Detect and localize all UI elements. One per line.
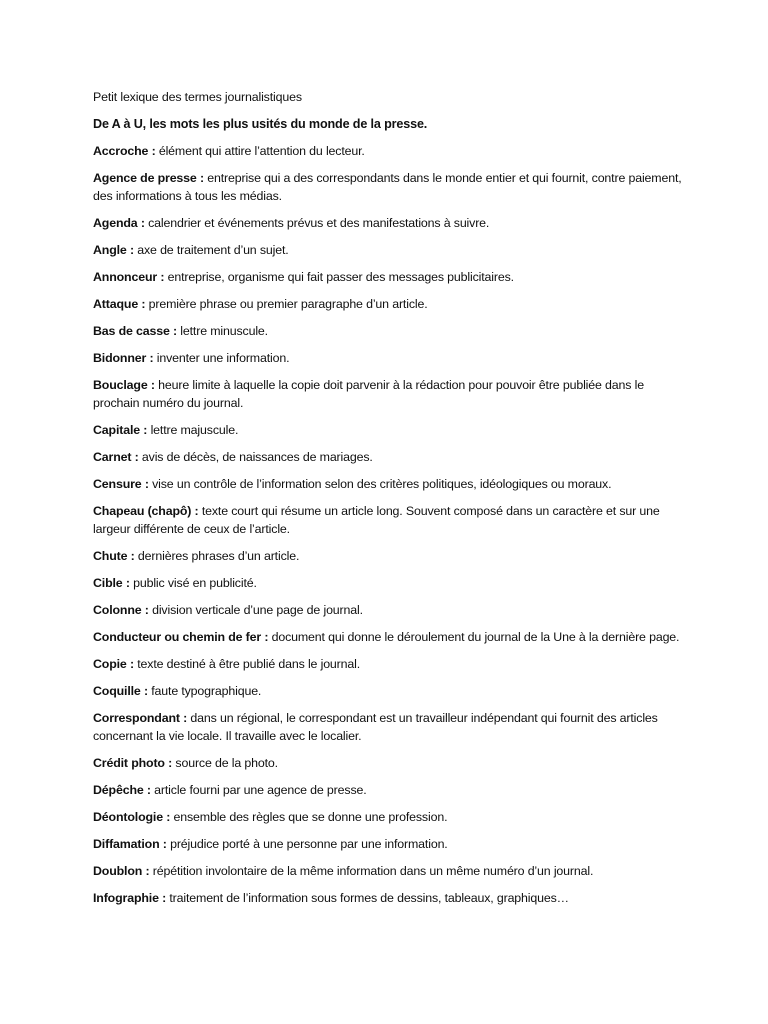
entry-definition: préjudice porté à une personne par une information. xyxy=(166,837,448,851)
entry-definition: public visé en publicité. xyxy=(129,576,257,590)
lexicon-entry xyxy=(93,754,693,772)
lexicon-entry xyxy=(93,169,693,205)
entry-definition: calendrier et événements prévus et des manifestations à suivre. xyxy=(144,216,490,230)
entry-term: Coquille : xyxy=(93,684,148,698)
entry-definition: dernières phrases d’un article. xyxy=(134,549,300,563)
entry-term: Angle : xyxy=(93,243,134,257)
lexicon-entry xyxy=(93,862,693,880)
lexicon-entry xyxy=(93,808,693,826)
document-page xyxy=(93,88,693,916)
entry-term: Doublon : xyxy=(93,864,150,878)
entry-term: Infographie : xyxy=(93,891,167,905)
entry-definition: élément qui attire l’attention du lecteur. xyxy=(155,144,365,158)
entry-term: Conducteur ou chemin de fer : xyxy=(93,630,269,644)
document-title: Petit lexique des termes journalistiques xyxy=(93,90,302,104)
lexicon-entry xyxy=(93,835,693,853)
lexicon-entry xyxy=(93,628,693,646)
entry-term: Agence de presse : xyxy=(93,171,204,185)
entry-term: Diffamation : xyxy=(93,837,167,851)
lexicon-entry xyxy=(93,574,693,592)
entry-definition: lettre majuscule. xyxy=(147,423,239,437)
lexicon-entry xyxy=(93,547,693,565)
entry-term: Carnet : xyxy=(93,450,139,464)
entry-term: Censure : xyxy=(93,477,149,491)
entry-term: Chute : xyxy=(93,549,135,563)
entry-term: Capitale : xyxy=(93,423,148,437)
lexicon-entry xyxy=(93,268,693,286)
lexicon-entry xyxy=(93,502,693,538)
entry-definition: ensemble des règles que se donne une profession. xyxy=(170,810,448,824)
entry-term: Bas de casse : xyxy=(93,324,177,338)
lexicon-entry xyxy=(93,295,693,313)
lexicon-entry xyxy=(93,322,693,340)
lexicon-entry xyxy=(93,376,693,412)
lexicon-entry xyxy=(93,214,693,232)
entry-definition: première phrase ou premier paragraphe d’un article. xyxy=(145,297,428,311)
entry-term: Correspondant : xyxy=(93,711,188,725)
entry-definition: entreprise qui a des correspondants dans le monde entier et qui fournit, contre paiement, des informations à tous les médias. xyxy=(93,171,682,203)
entry-definition: inventer une information. xyxy=(153,351,290,365)
entry-definition: faute typographique. xyxy=(147,684,262,698)
lexicon-entry xyxy=(93,682,693,700)
entry-term: Copie : xyxy=(93,657,134,671)
lexicon-entry xyxy=(93,709,693,745)
entry-definition: axe de traitement d’un sujet. xyxy=(133,243,289,257)
entry-definition: avis de décès, de naissances de mariages. xyxy=(138,450,373,464)
lexicon-entry xyxy=(93,475,693,493)
entry-definition: répétition involontaire de la même information dans un même numéro d’un journal. xyxy=(149,864,594,878)
document-subtitle: De A à U, les mots les plus usités du monde de la presse. xyxy=(93,117,428,131)
entry-definition: article fourni par une agence de presse. xyxy=(150,783,367,797)
entry-definition: texte destiné à être publié dans le journal. xyxy=(133,657,361,671)
entry-term: Crédit photo : xyxy=(93,756,173,770)
entry-definition: lettre minuscule. xyxy=(177,324,268,338)
lexicon-entry xyxy=(93,601,693,619)
lexicon-entry xyxy=(93,142,693,160)
lexicon-entry xyxy=(93,655,693,673)
entry-term: Chapeau (chapô) : xyxy=(93,504,199,518)
lexicon-entry xyxy=(93,349,693,367)
lexicon-entry xyxy=(93,448,693,466)
entry-definition: texte court qui résume un article long. Souvent composé dans un caractère et sur une largeur différente de ceux de l’article. xyxy=(93,504,660,536)
lexicon-entry xyxy=(93,241,693,259)
entry-term: Attaque : xyxy=(93,297,146,311)
lexicon-entry xyxy=(93,889,693,907)
entry-term: Colonne : xyxy=(93,603,149,617)
entry-definition: vise un contrôle de l’information selon des critères politiques, idéologiques ou moraux. xyxy=(148,477,612,491)
entry-term: Bouclage : xyxy=(93,378,155,392)
lexicon-entry xyxy=(93,781,693,799)
entry-definition: division verticale d’une page de journal. xyxy=(148,603,363,617)
entry-definition: heure limite à laquelle la copie doit parvenir à la rédaction pour pouvoir être publiée dans le prochain numéro du journal. xyxy=(93,378,644,410)
entry-term: Déontologie : xyxy=(93,810,171,824)
entry-definition: source de la photo. xyxy=(172,756,278,770)
entry-term: Accroche : xyxy=(93,144,156,158)
lexicon-entry xyxy=(93,421,693,439)
entry-definition: document qui donne le déroulement du journal de la Une à la dernière page. xyxy=(268,630,680,644)
entry-definition: dans un régional, le correspondant est un travailleur indépendant qui fournit des articles concernant la vie locale. Il travaille avec le localier. xyxy=(93,711,658,743)
entry-term: Agenda : xyxy=(93,216,145,230)
entry-definition: traitement de l’information sous formes de dessins, tableaux, graphiques… xyxy=(166,891,569,905)
entry-term: Bidonner : xyxy=(93,351,154,365)
entry-term: Dépêche : xyxy=(93,783,151,797)
entry-term: Annonceur : xyxy=(93,270,165,284)
entry-term: Cible : xyxy=(93,576,130,590)
entry-definition: entreprise, organisme qui fait passer des messages publicitaires. xyxy=(164,270,514,284)
